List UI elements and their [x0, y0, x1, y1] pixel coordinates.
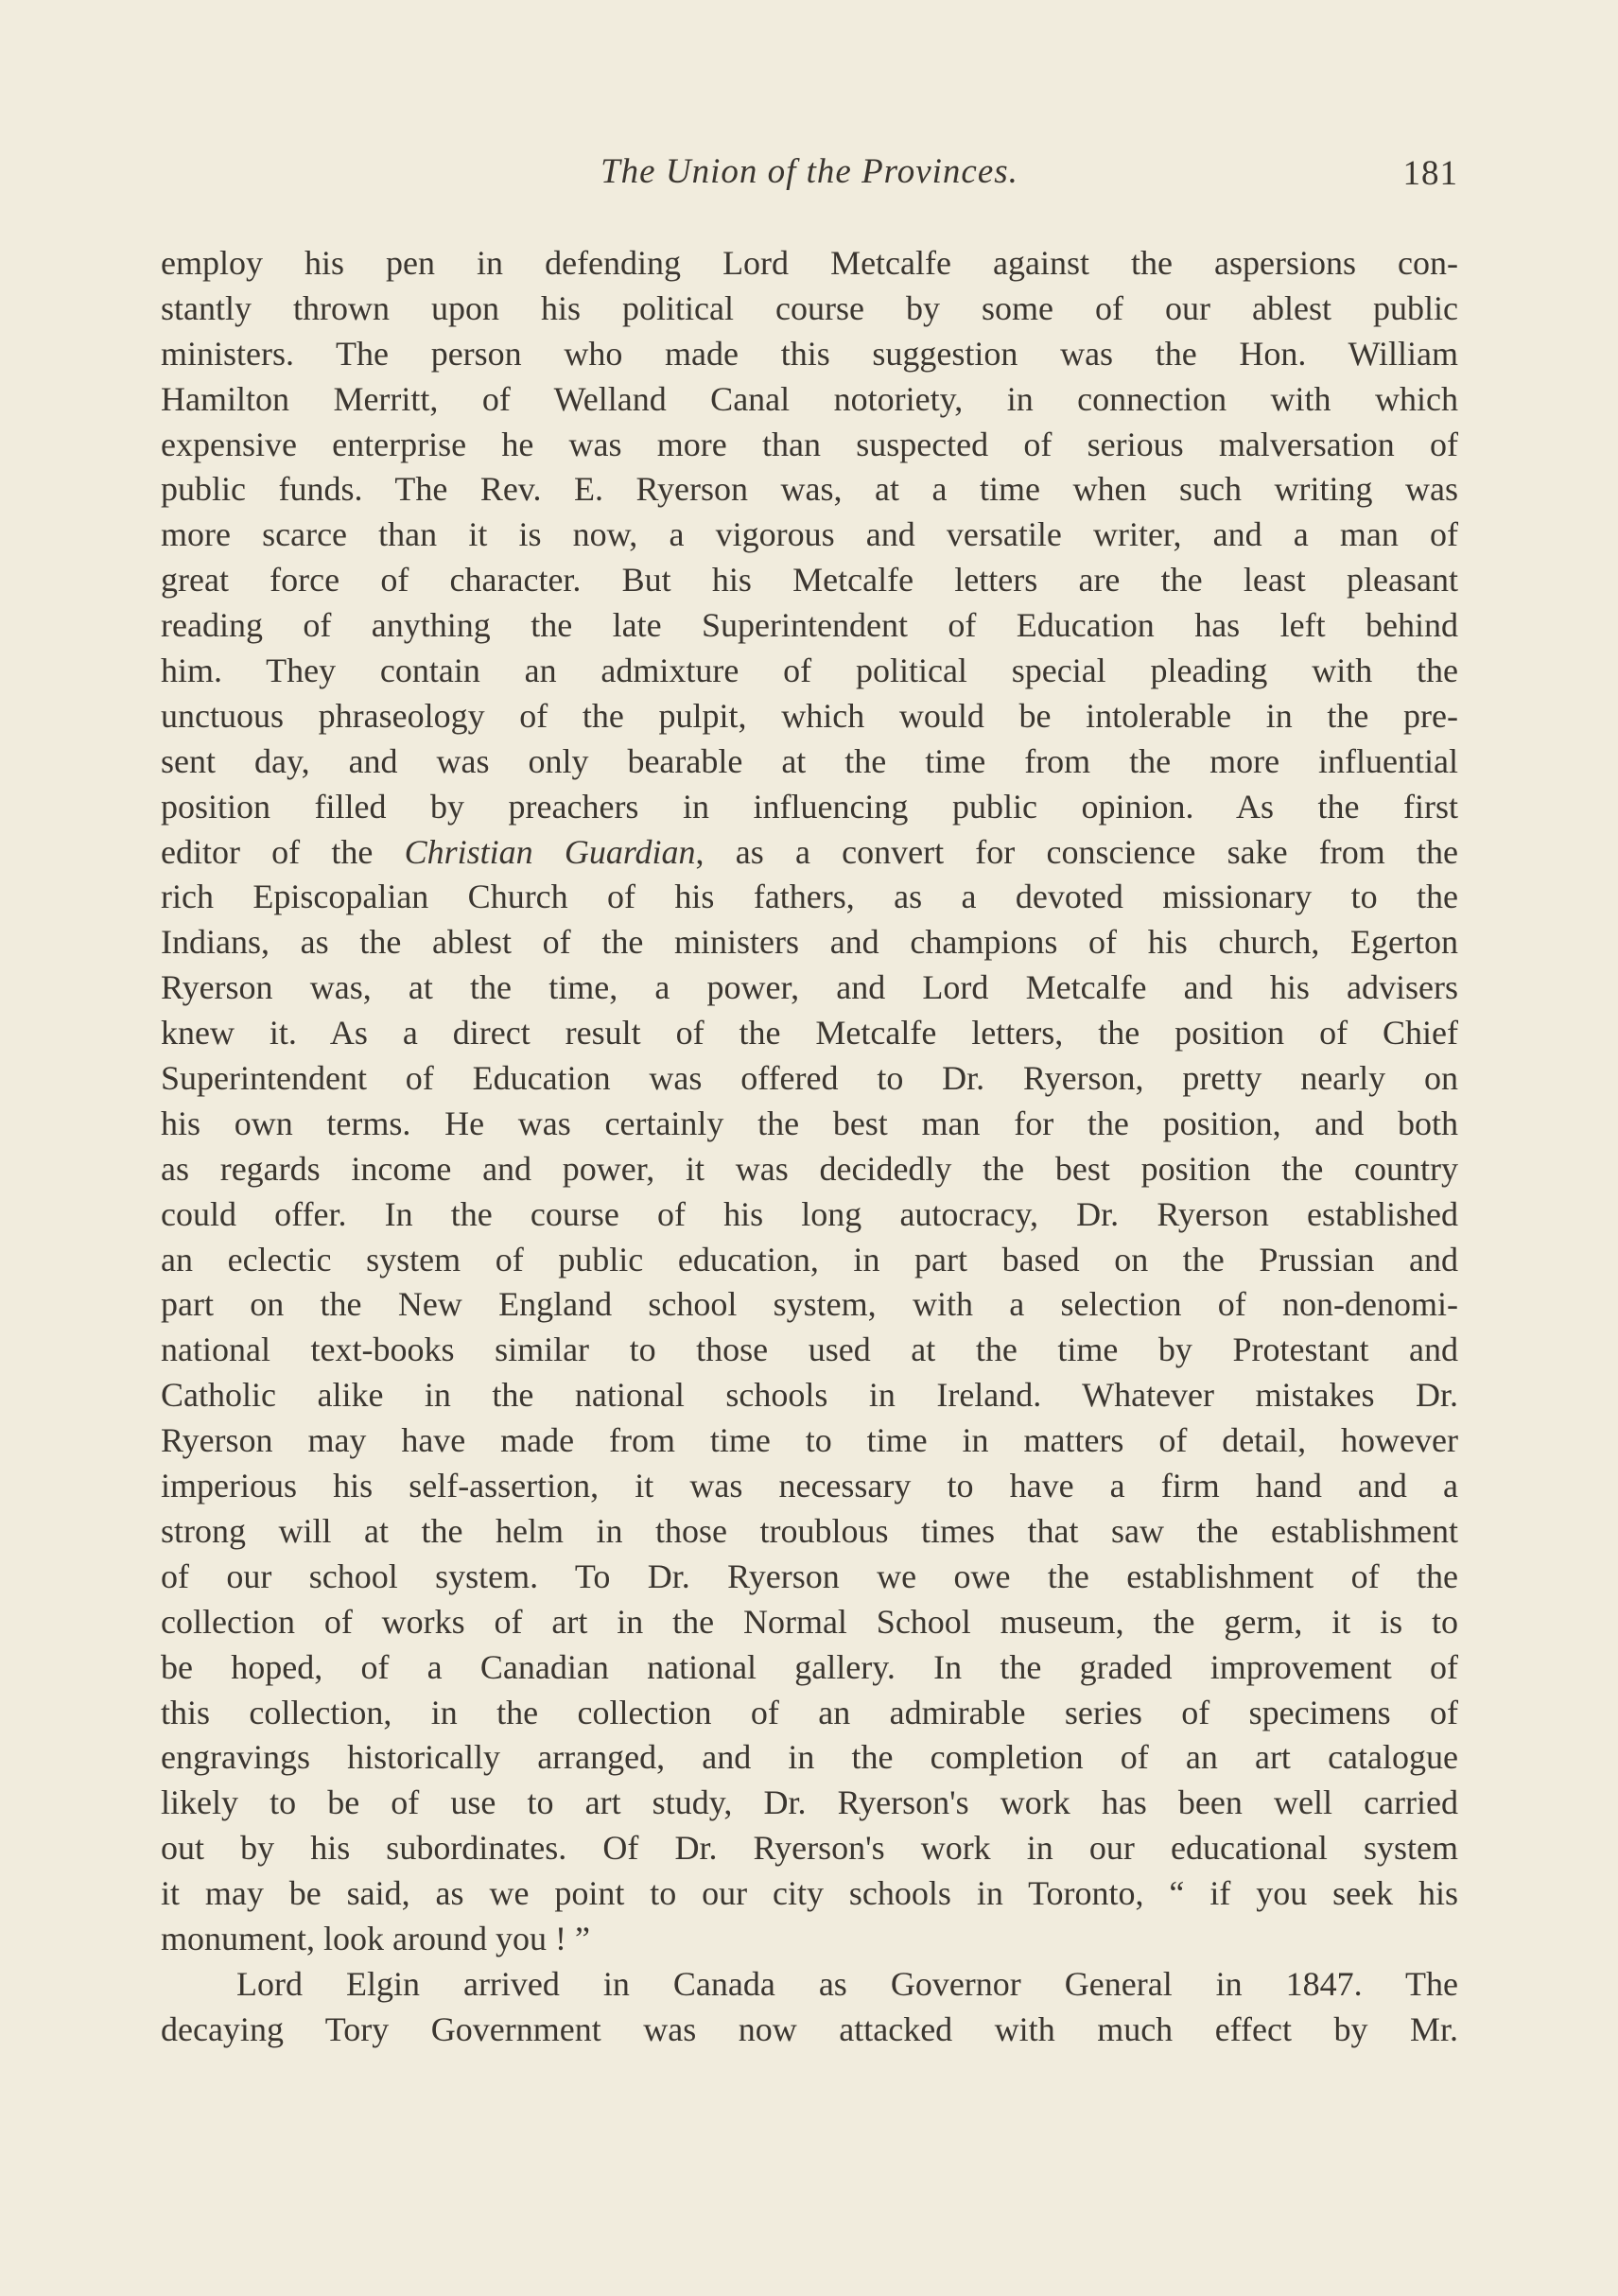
text-segment: employ his pen in defending Lord Metcalfe against the aspersions con-	[161, 244, 1458, 282]
text-segment: Ryerson was, at the time, a power, and Lord Metcalfe and his advisers	[161, 968, 1458, 1007]
text-line	[161, 1917, 1458, 1962]
text-line	[161, 1328, 1458, 1373]
text-line	[161, 649, 1458, 694]
text-line	[161, 739, 1458, 785]
text-line	[161, 377, 1458, 423]
text-segment: public funds. The Rev. E. Ryerson was, at a time when such writing was	[161, 470, 1458, 509]
text-line	[161, 1645, 1458, 1691]
body-text	[161, 241, 1458, 2053]
text-segment: rich Episcopalian Church of his fathers, as a devoted missionary to the	[161, 878, 1458, 916]
text-segment: it may be said, as we point to our city schools in Toronto, “ if you seek his	[161, 1874, 1458, 1913]
text-segment: ministers. The person who made this suggestion was the Hon. William	[161, 334, 1458, 373]
text-line	[161, 1826, 1458, 1871]
text-segment: part on the New England school system, with a selection of non-denomi-	[161, 1285, 1458, 1324]
text-line	[161, 467, 1458, 513]
text-line	[161, 332, 1458, 377]
text-segment: could offer. In the course of his long autocracy, Dr. Ryerson established	[161, 1194, 1458, 1233]
text-line	[161, 1418, 1458, 1464]
text-segment: out by his subordinates. Of Dr. Ryerson's work in our educational system	[161, 1829, 1458, 1868]
text-segment: this collection, in the collection of an admirable series of specimens of	[161, 1693, 1458, 1731]
text-segment: unctuous phraseology of the pulpit, which would be intolerable in the pre-	[161, 696, 1458, 735]
text-segment: imperious his self-assertion, it was necessary to have a firm hand and a	[161, 1467, 1458, 1505]
page-number: 181	[1402, 154, 1458, 193]
text-line	[161, 830, 1458, 876]
text-line	[161, 1102, 1458, 1147]
text-line	[161, 1555, 1458, 1600]
text-segment: knew it. As a direct result of the Metcalfe letters, the position of Chief	[161, 1014, 1458, 1052]
text-segment: national text-books similar to those used at the time by Protestant and	[161, 1331, 1458, 1369]
text-line	[161, 1464, 1458, 1509]
text-line	[161, 513, 1458, 558]
text-segment: stantly thrown upon his political course by some of our ablest public	[161, 288, 1458, 327]
text-segment: Catholic alike in the national schools in Ireland. Whatever mistakes Dr.	[161, 1376, 1458, 1415]
text-segment: reading of anything the late Superintendent of Education has left behind	[161, 606, 1458, 645]
text-line	[161, 1781, 1458, 1826]
text-line	[161, 1282, 1458, 1328]
text-line	[161, 1509, 1458, 1555]
text-line	[161, 1691, 1458, 1736]
text-segment: engravings historically arranged, and in the completion of an art catalogue	[161, 1738, 1458, 1777]
text-segment: more scarce than it is now, a vigorous and versatile writer, and a man of	[161, 515, 1458, 554]
text-line	[161, 1147, 1458, 1192]
text-segment: collection of works of art in the Normal School museum, the germ, it is to	[161, 1602, 1458, 1641]
text-segment: an eclectic system of public education, in part based on the Prussian and	[161, 1240, 1458, 1278]
text-segment: his own terms. He was certainly the best man for the position, and both	[161, 1104, 1458, 1142]
text-line	[161, 1056, 1458, 1102]
text-line	[161, 287, 1458, 332]
running-head	[161, 151, 1458, 199]
text-line	[161, 1735, 1458, 1781]
text-segment: Lord Elgin arrived in Canada as Governor General in 1847. The	[236, 1964, 1458, 2003]
text-line	[161, 423, 1458, 468]
text-line	[161, 875, 1458, 920]
text-line	[161, 1011, 1458, 1056]
text-segment: monument, look around you ! ”	[161, 1919, 590, 1957]
chapter-title: The Union of the Provinces.	[600, 152, 1018, 191]
text-line	[161, 1871, 1458, 1917]
text-segment: him. They contain an admixture of political special pleading with the	[161, 652, 1458, 690]
text-segment: , as a convert for conscience sake from the	[695, 832, 1458, 871]
text-segment: editor of the	[161, 832, 405, 871]
text-segment: of our school system. To Dr. Ryerson we owe the establishment of the	[161, 1557, 1458, 1595]
text-segment: likely to be of use to art study, Dr. Ryerson's work has been well carried	[161, 1783, 1458, 1822]
text-segment: great force of character. But his Metcalfe letters are the least pleasant	[161, 561, 1458, 600]
text-line	[161, 2008, 1458, 2053]
italic-title: Christian Guardian	[404, 832, 696, 871]
text-line	[161, 558, 1458, 603]
text-line	[161, 920, 1458, 965]
text-segment: as regards income and power, it was decidedly the best position the country	[161, 1149, 1458, 1188]
text-segment: position filled by preachers in influencing public opinion. As the first	[161, 787, 1458, 826]
text-line	[161, 1238, 1458, 1283]
text-line	[161, 965, 1458, 1011]
text-line	[161, 241, 1458, 287]
text-segment: sent day, and was only bearable at the time from the more influential	[161, 741, 1458, 780]
text-line	[161, 1192, 1458, 1238]
text-segment: Ryerson may have made from time to time in matters of detail, however	[161, 1421, 1458, 1460]
text-segment: decaying Tory Government was now attacked with much effect by Mr.	[161, 2009, 1458, 2048]
text-line	[161, 1373, 1458, 1418]
text-segment: Superintendent of Education was offered to Dr. Ryerson, pretty nearly on	[161, 1059, 1458, 1098]
text-segment: be hoped, of a Canadian national gallery. In the graded improvement of	[161, 1647, 1458, 1686]
text-line	[161, 603, 1458, 649]
text-segment: strong will at the helm in those troublous times that saw the establishment	[161, 1511, 1458, 1550]
text-segment: Hamilton Merritt, of Welland Canal notoriety, in connection with which	[161, 379, 1458, 418]
text-line	[161, 694, 1458, 739]
text-line	[161, 1600, 1458, 1645]
text-segment: Indians, as the ablest of the ministers and champions of his church, Egerton	[161, 923, 1458, 962]
text-segment: expensive enterprise he was more than suspected of serious malversation of	[161, 425, 1458, 463]
text-line	[161, 785, 1458, 830]
text-line	[161, 1962, 1458, 2008]
